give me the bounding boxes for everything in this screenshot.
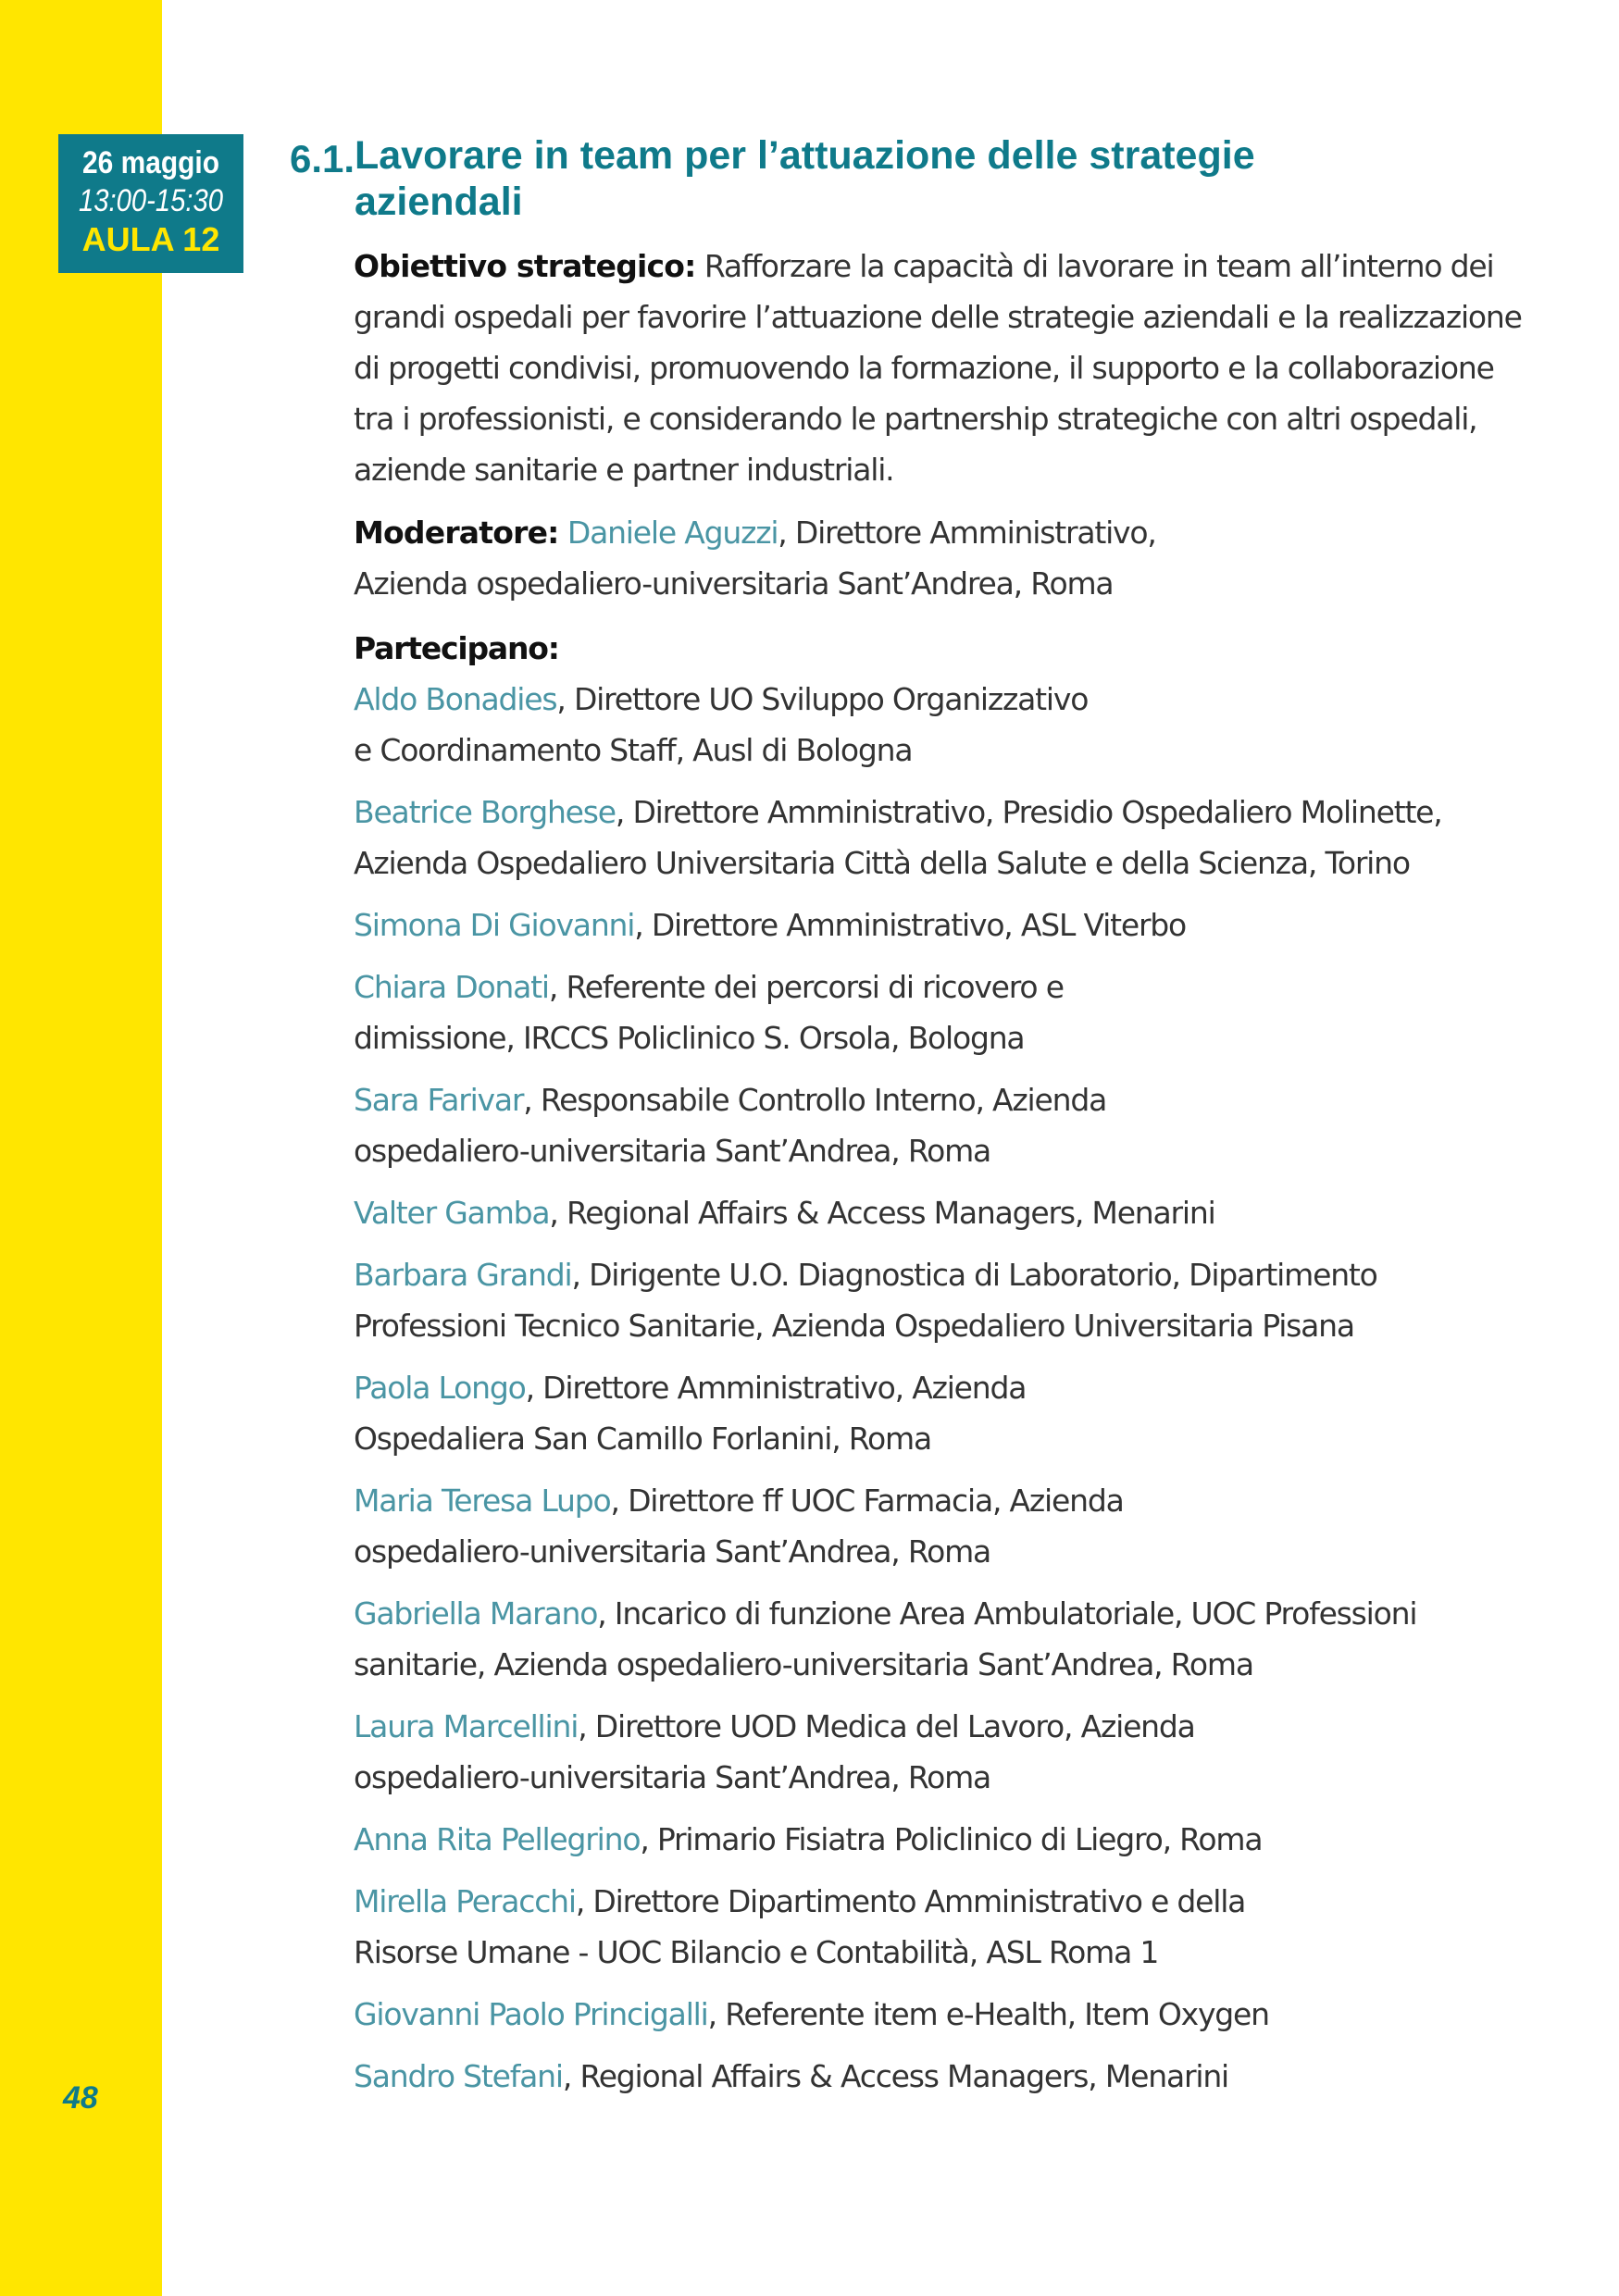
participant-role-line2: sanitarie, Azienda ospedaliero-universitaria Sant’Andrea, Roma: [354, 1646, 1253, 1682]
participant-name: Paola Longo: [354, 1370, 526, 1406]
participant-role-line2: ospedaliero-universitaria Sant’Andrea, Roma: [354, 1133, 991, 1169]
moderator-role-line2: Azienda ospedaliero-universitaria Sant’Andrea, Roma: [354, 565, 1114, 602]
participants-list: [354, 674, 1538, 2102]
participant-role-line1: , Referente item e-Health, Item Oxygen: [707, 1996, 1269, 2032]
page-number: 48: [63, 2080, 98, 2116]
sidebar-yellow-bar: [0, 0, 162, 2296]
participant-role-line1: , Regional Affairs & Access Managers, Menarini: [549, 1195, 1215, 1231]
participant-role-line1: , Primario Fisiatra Policlinico di Liegro, Roma: [640, 1821, 1263, 1857]
participant-name: Gabriella Marano: [354, 1595, 598, 1632]
participant-name: Simona Di Giovanni: [354, 907, 635, 943]
participant-entry: [354, 900, 1538, 950]
participant-entry: [354, 1187, 1538, 1238]
moderator-role-line1: , Direttore Amministrativo,: [778, 515, 1156, 551]
participant-role-line1: , Direttore UOD Medica del Lavoro, Azienda: [578, 1708, 1195, 1744]
moderator-entry: [354, 507, 1538, 609]
participant-role-line2: e Coordinamento Staff, Ausl di Bologna: [354, 732, 913, 768]
participant-role-line1: , Direttore Amministrativo, Azienda: [525, 1370, 1027, 1406]
session-date: 26 maggio: [81, 145, 219, 180]
participant-role-line2: Risorse Umane - UOC Bilancio e Contabilità, ASL Roma 1: [354, 1934, 1159, 1970]
participant-entry: [354, 674, 1538, 776]
participant-role-line1: , Referente dei percorsi di ricovero e: [548, 969, 1064, 1005]
participant-entry: [354, 1475, 1538, 1577]
participant-name: Sara Farivar: [354, 1082, 524, 1118]
participant-role-line2: ospedaliero-universitaria Sant’Andrea, Roma: [354, 1533, 991, 1570]
moderator-name: Daniele Aguzzi: [567, 515, 778, 551]
participant-role-line2: Professioni Tecnico Sanitarie, Azienda Ospedaliero Universitaria Pisana: [354, 1308, 1354, 1344]
participant-name: Aldo Bonadies: [354, 681, 557, 717]
participant-entry: [354, 1989, 1538, 2040]
participant-role-line1: , Incarico di funzione Area Ambulatoriale, UOC Professioni: [597, 1595, 1417, 1632]
participant-entry: [354, 1362, 1538, 1464]
participant-role-line2: Azienda Ospedaliero Universitaria Città della Salute e della Scienza, Torino: [354, 845, 1410, 881]
participant-name: Barbara Grandi: [354, 1257, 572, 1293]
session-content: [354, 241, 1538, 2113]
participant-name: Beatrice Borghese: [354, 794, 616, 830]
participant-entry: [354, 1814, 1538, 1865]
participant-entry: [354, 1074, 1538, 1176]
participant-name: Laura Marcellini: [354, 1708, 579, 1744]
participant-name: Giovanni Paolo Princigalli: [354, 1996, 708, 2032]
moderator-label: Moderatore:: [354, 515, 559, 551]
participant-entry: [354, 1876, 1538, 1978]
participant-entry: [354, 1701, 1538, 1803]
section-title: Lavorare in team per l’attuazione delle strategie aziendali: [355, 133, 1255, 224]
objective-text: Rafforzare la capacità di lavorare in team all’interno dei grandi ospedali per favorire l’attuazione delle strategie aziendali e la realizzazione di progetti condivisi, promuovendo la formazione, il supporto e la collaborazione tra i professionisti, e considerando le partnership strategiche con altri ospedali, aziende sanitarie e partner industriali.: [354, 248, 1522, 488]
participant-role-line1: , Responsabile Controllo Interno, Azienda: [523, 1082, 1107, 1118]
participant-role-line1: , Regional Affairs & Access Managers, Menarini: [562, 2058, 1229, 2094]
participant-role-line1: , Dirigente U.O. Diagnostica di Laboratorio, Dipartimento: [571, 1257, 1377, 1293]
participant-name: Anna Rita Pellegrino: [354, 1821, 641, 1857]
participant-role-line2: dimissione, IRCCS Policlinico S. Orsola, Bologna: [354, 1020, 1025, 1056]
participant-name: Chiara Donati: [354, 969, 549, 1005]
participant-entry: [354, 787, 1538, 888]
participant-name: Sandro Stefani: [354, 2058, 563, 2094]
participant-role-line1: , Direttore Amministrativo, Presidio Ospedaliero Molinette,: [615, 794, 1442, 830]
participant-role-line1: , Direttore ff UOC Farmacia, Azienda: [610, 1483, 1124, 1519]
participant-role-line1: , Direttore Amministrativo, ASL Viterbo: [634, 907, 1187, 943]
participant-entry: [354, 2051, 1538, 2102]
section-number: 6.1.: [290, 137, 355, 180]
participant-entry: [354, 1249, 1538, 1351]
objective-paragraph: [354, 241, 1538, 495]
participant-name: Mirella Peracchi: [354, 1883, 576, 1919]
participants-label: Partecipano:: [354, 630, 559, 666]
participant-role-line2: ospedaliero-universitaria Sant’Andrea, Roma: [354, 1759, 991, 1795]
participant-entry: [354, 962, 1538, 1063]
session-room: AULA 12: [81, 220, 220, 258]
participant-role-line2: Ospedaliera San Camillo Forlanini, Roma: [354, 1421, 931, 1457]
participant-entry: [354, 1588, 1538, 1690]
participant-role-line1: , Direttore UO Sviluppo Organizzativo: [556, 681, 1089, 717]
session-date-box: [58, 134, 243, 273]
session-time: 13:00-15:30: [78, 183, 224, 218]
participant-name: Valter Gamba: [354, 1195, 550, 1231]
objective-label: Obiettivo strategico:: [354, 248, 696, 284]
participant-role-line1: , Direttore Dipartimento Amministrativo e della: [575, 1883, 1246, 1919]
participant-name: Maria Teresa Lupo: [354, 1483, 611, 1519]
